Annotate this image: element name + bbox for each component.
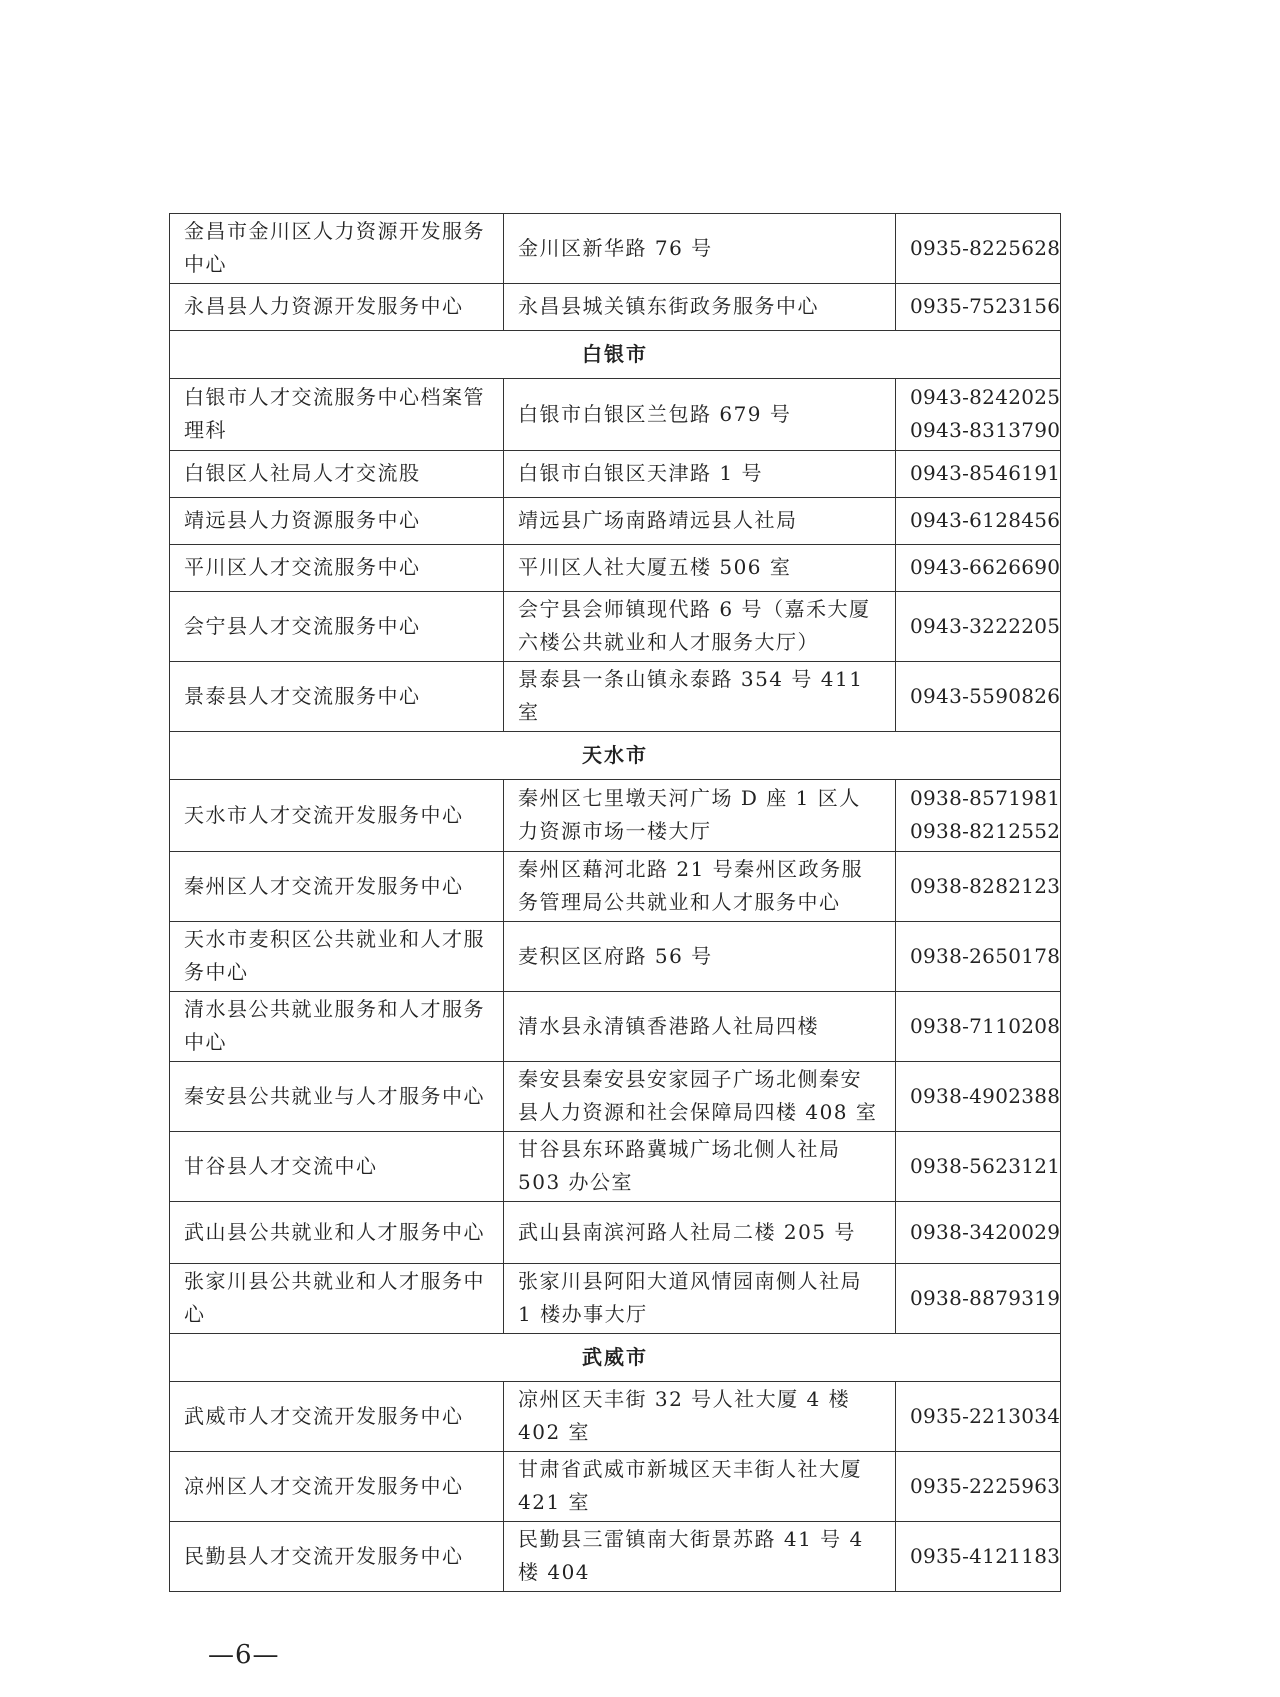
page-number: —6— [208, 1640, 280, 1670]
address-cell: 靖远县广场南路靖远县人社局 [504, 498, 896, 545]
city-header-row [170, 732, 1061, 780]
org-name-cell: 秦安县公共就业与人才服务中心 [170, 1062, 504, 1132]
city-header: 天水市 [170, 732, 1061, 780]
table-row [170, 662, 1061, 732]
org-name-cell: 民勤县人才交流开发服务中心 [170, 1522, 504, 1592]
table-row [170, 545, 1061, 592]
phone-number: 0935-4121183 [910, 1543, 1061, 1568]
address-cell: 会宁县会师镇现代路 6 号（嘉禾大厦六楼公共就业和人才服务大厅） [504, 592, 896, 662]
table-row [170, 592, 1061, 662]
phone-cell [896, 1062, 1061, 1132]
phone-cell [896, 1202, 1061, 1264]
phone-number: 0938-8571981 [910, 786, 1061, 810]
org-name-cell: 永昌县人力资源开发服务中心 [170, 284, 504, 331]
phone-number: 0943-8546191 [910, 461, 1061, 485]
phone-number: 0938-8212552 [910, 819, 1061, 843]
table-row [170, 379, 1061, 451]
table-row [170, 451, 1061, 498]
phone-cell [896, 498, 1061, 545]
address-cell: 永昌县城关镇东街政务服务中心 [504, 284, 896, 331]
table-row [170, 1452, 1061, 1522]
table-row [170, 498, 1061, 545]
address-cell: 秦州区藉河北路 21 号秦州区政务服务管理局公共就业和人才服务中心 [504, 852, 896, 922]
table-row [170, 852, 1061, 922]
address-cell: 清水县永清镇香港路人社局四楼 [504, 992, 896, 1062]
phone-number: 0935-7523156 [910, 294, 1061, 318]
phone-cell [896, 214, 1061, 284]
phone-number: 0943-6128456 [910, 508, 1061, 532]
address-cell: 白银市白银区天津路 1 号 [504, 451, 896, 498]
address-cell: 民勤县三雷镇南大街景苏路 41 号 4 楼 404 [504, 1522, 896, 1592]
phone-number: 0943-8313790 [910, 418, 1061, 442]
address-cell: 凉州区天丰街 32 号人社大厦 4 楼 402 室 [504, 1382, 896, 1452]
address-cell: 张家川县阿阳大道风情园南侧人社局 1 楼办事大厅 [504, 1264, 896, 1334]
phone-cell [896, 592, 1061, 662]
org-name-cell: 白银区人社局人才交流股 [170, 451, 504, 498]
city-header: 白银市 [170, 331, 1061, 379]
address-cell: 白银市白银区兰包路 679 号 [504, 379, 896, 451]
org-name-cell: 清水县公共就业服务和人才服务中心 [170, 992, 504, 1062]
phone-number: 0935-2225963 [910, 1473, 1061, 1498]
table-row [170, 214, 1061, 284]
address-cell: 甘谷县东环路冀城广场北侧人社局 503 办公室 [504, 1132, 896, 1202]
org-name-cell: 景泰县人才交流服务中心 [170, 662, 504, 732]
org-name-cell: 张家川县公共就业和人才服务中心 [170, 1264, 504, 1334]
phone-cell [896, 992, 1061, 1062]
phone-cell [896, 662, 1061, 732]
org-name-cell: 凉州区人才交流开发服务中心 [170, 1452, 504, 1522]
org-name-cell: 甘谷县人才交流中心 [170, 1132, 504, 1202]
phone-cell [896, 1264, 1061, 1334]
phone-number: 0938-7110208 [910, 1013, 1061, 1038]
table-row [170, 1522, 1061, 1592]
phone-cell [896, 1522, 1061, 1592]
city-header-row [170, 1334, 1061, 1382]
phone-cell [896, 1452, 1061, 1522]
org-name-cell: 金昌市金川区人力资源开发服务中心 [170, 214, 504, 284]
phone-number: 0938-2650178 [910, 943, 1061, 968]
phone-cell [896, 379, 1061, 451]
phone-number: 0938-8879319 [910, 1285, 1061, 1310]
phone-cell [896, 451, 1061, 498]
table-row [170, 1264, 1061, 1334]
table-row [170, 1202, 1061, 1264]
table-row [170, 1062, 1061, 1132]
table-row [170, 1382, 1061, 1452]
org-name-cell: 靖远县人力资源服务中心 [170, 498, 504, 545]
table-row [170, 284, 1061, 331]
org-name-cell: 武威市人才交流开发服务中心 [170, 1382, 504, 1452]
org-name-cell: 会宁县人才交流服务中心 [170, 592, 504, 662]
phone-number: 0943-5590826 [910, 683, 1061, 708]
phone-cell [896, 1382, 1061, 1452]
phone-number: 0938-4902388 [910, 1083, 1061, 1108]
table-row [170, 780, 1061, 852]
address-cell: 甘肃省武威市新城区天丰街人社大厦 421 室 [504, 1452, 896, 1522]
phone-number: 0943-6626690 [910, 555, 1061, 579]
org-name-cell: 平川区人才交流服务中心 [170, 545, 504, 592]
address-cell: 平川区人社大厦五楼 506 室 [504, 545, 896, 592]
table-row [170, 922, 1061, 992]
org-name-cell: 秦州区人才交流开发服务中心 [170, 852, 504, 922]
org-name-cell: 天水市麦积区公共就业和人才服务中心 [170, 922, 504, 992]
table-row [170, 992, 1061, 1062]
phone-number: 0938-8282123 [910, 873, 1061, 898]
table-row [170, 1132, 1061, 1202]
phone-cell [896, 1132, 1061, 1202]
phone-number: 0943-8242025 [910, 385, 1061, 409]
phone-cell [896, 852, 1061, 922]
phone-number: 0935-8225628 [910, 235, 1061, 260]
address-cell: 秦安县秦安县安家园子广场北侧秦安县人力资源和社会保障局四楼 408 室 [504, 1062, 896, 1132]
phone-cell [896, 922, 1061, 992]
org-name-cell: 白银市人才交流服务中心档案管理科 [170, 379, 504, 451]
phone-number: 0935-2213034 [910, 1403, 1061, 1428]
phone-cell [896, 284, 1061, 331]
address-cell: 秦州区七里墩天河广场 D 座 1 区人力资源市场一楼大厅 [504, 780, 896, 852]
city-header: 武威市 [170, 1334, 1061, 1382]
address-cell: 麦积区区府路 56 号 [504, 922, 896, 992]
address-cell: 景泰县一条山镇永泰路 354 号 411 室 [504, 662, 896, 732]
contact-table [169, 213, 1061, 1592]
phone-cell [896, 780, 1061, 852]
phone-number: 0938-3420029 [910, 1219, 1061, 1244]
phone-cell [896, 545, 1061, 592]
phone-number: 0943-3222205 [910, 613, 1061, 638]
org-name-cell: 武山县公共就业和人才服务中心 [170, 1202, 504, 1264]
city-header-row [170, 331, 1061, 379]
address-cell: 武山县南滨河路人社局二楼 205 号 [504, 1202, 896, 1264]
address-cell: 金川区新华路 76 号 [504, 214, 896, 284]
org-name-cell: 天水市人才交流开发服务中心 [170, 780, 504, 852]
phone-number: 0938-5623121 [910, 1153, 1061, 1178]
contact-table-body [170, 214, 1061, 1592]
